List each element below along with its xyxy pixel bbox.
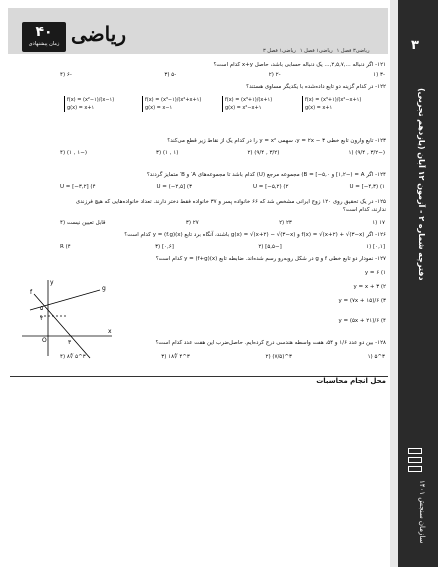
function-g: g(x) = x−۱ bbox=[145, 105, 173, 111]
option[interactable]: (۱ , ۱) (۳ bbox=[156, 150, 179, 156]
tick-three: ۳ bbox=[68, 339, 72, 346]
option[interactable]: (۳/۲ , ۹/۴) (۲ bbox=[247, 150, 280, 156]
option[interactable]: [۰,۱] (۱ bbox=[366, 244, 385, 250]
question-123: ۱۲۳- تابع وارون تابع خطی y = ۲x − ۳، سهمی y = x² را در کدام یک از نقاط زیر قطع می‌کند؟ bbox=[167, 138, 386, 144]
question-122: ۱۲۲- در کدام گزینه دو تابع داده‌شده با یکدیگر مساوی هستند؟ bbox=[246, 84, 386, 90]
f-label: f bbox=[30, 289, 33, 296]
subject-title: ریاضی bbox=[71, 22, 126, 46]
option[interactable]: ۲۳ (۲ bbox=[279, 220, 292, 226]
chapter-tag: ریاضی۱ فصل ۱ bbox=[299, 48, 333, 54]
chapter-tag: ریاضی۳ فصل ۱ bbox=[336, 48, 370, 54]
g-label: g bbox=[102, 285, 106, 292]
question-121: ۱۲۱- اگر دنباله ...,۲,۵,۷,... یک دنباله حسابی باشد، حاصل x+y کدام است؟ bbox=[213, 62, 386, 68]
y-axis-label: y bbox=[50, 279, 54, 286]
x-axis-label: x bbox=[108, 328, 112, 335]
chapter-tags bbox=[263, 48, 369, 54]
option[interactable]: ۳^۴ ∜۱۸ (۳ bbox=[161, 354, 190, 360]
linear-functions-graph bbox=[20, 276, 115, 361]
option[interactable]: R (۴ bbox=[60, 244, 71, 250]
option[interactable]: U = [−۴,۳) (۱ bbox=[349, 184, 385, 190]
question-127: ۱۲۷- نمودار دو تابع خطی f و g در شکل روبه‌رو رسم شده‌اند. ضابطه تابع y = (f+g)(x) کدام است؟ bbox=[155, 256, 386, 262]
tick-two: ۲ bbox=[40, 315, 44, 322]
question-126: ۱۲۶- اگر f(x) = √(x+۲) + √(۳−x) و g(x) = √(x+۲) − √(۳−x) باشند، آنگاه برد تابع y = (f.g)(x) کدام است؟ bbox=[124, 232, 386, 238]
option[interactable]: y = (۷x + ۱۵)/۶ (۳ bbox=[338, 298, 386, 304]
work-area-title: محل انجام محاسبات bbox=[316, 377, 386, 385]
option[interactable]: قابل تعیین نیست (۴ bbox=[60, 220, 106, 226]
option[interactable]: [۰,۶] (۳ bbox=[155, 244, 174, 250]
options-128 bbox=[60, 354, 385, 360]
option[interactable]: U = (−۲,۵] (۳ bbox=[156, 184, 193, 190]
option[interactable]: (−۳/۲ , ۹/۴) (۱ bbox=[348, 150, 385, 156]
function-f: f(x) = (x²−۱)/(x−۱) bbox=[67, 97, 115, 103]
origin-label: O bbox=[42, 337, 47, 344]
option[interactable]: [−۵,۵] (۲ bbox=[258, 244, 282, 250]
options-126 bbox=[60, 244, 385, 250]
option[interactable]: ۳^(۷/۵) (۲ bbox=[265, 354, 292, 360]
option[interactable]: (−۱ , ۱) (۴ bbox=[60, 150, 87, 156]
options-121 bbox=[60, 72, 385, 78]
option[interactable]: -۶ (۴ bbox=[60, 72, 72, 78]
function-f: f(x) = (x³+۱)/(x²−x+۱) bbox=[305, 97, 362, 103]
option[interactable]: ۳^۵ ∜۸ (۴ bbox=[60, 354, 86, 360]
tick-five: ۵ bbox=[40, 305, 44, 312]
option[interactable]: ۱۷ (۱ bbox=[372, 220, 385, 226]
booklet-title: دفترچه شماره ۲ - آزمون ۱۲ آبان (یازدهم تجربی) bbox=[417, 88, 426, 281]
option[interactable]: ۳^۵ (۱ bbox=[367, 354, 385, 360]
option[interactable]: U = [−۳,۲] (۴ bbox=[60, 184, 96, 190]
page-number: ۳ bbox=[411, 38, 419, 53]
options-124 bbox=[60, 184, 385, 190]
barcode-marks bbox=[408, 448, 426, 475]
page-header bbox=[8, 8, 388, 54]
function-g: g(x) = x+۱ bbox=[67, 105, 95, 111]
function-g: g(x) = x+۱ bbox=[305, 105, 333, 111]
options-123 bbox=[60, 150, 385, 156]
time-badge-label: زمان پیشنهادی bbox=[28, 41, 60, 47]
options-125 bbox=[60, 220, 385, 226]
time-badge bbox=[22, 22, 66, 52]
function-f: f(x) = (x³+۱)/(x+۱) bbox=[225, 97, 273, 103]
chapter-tag: ریاضی۱ فصل ۳ bbox=[263, 48, 296, 54]
exam-code: سازمان سنجش ۱۴۰۱ bbox=[418, 480, 426, 544]
time-badge-number: ۴۰ bbox=[35, 24, 53, 40]
option[interactable]: -۵ (۳ bbox=[164, 72, 177, 78]
option[interactable]: y = ۶ (۱ bbox=[364, 270, 386, 276]
question-125: ۱۲۵- در یک تحقیق روی ۱۲۰ زوج ایرانی مشخص شد که ۶۶ خانواده پسر و ۳۷ خانواده فقط دختر دارند. تعداد خانواده‌هایی که هیچ فرزندی ندارند، کدام است؟ bbox=[75, 199, 386, 213]
function-f: f(x) = (x³−۱)/(x²+x+۱) bbox=[145, 97, 202, 103]
option[interactable]: -۳ (۱ bbox=[373, 72, 385, 78]
option[interactable]: U = [−۵,۲) (۲ bbox=[252, 184, 289, 190]
function-pair-option-2[interactable] bbox=[222, 96, 272, 112]
option[interactable]: -۲ (۲ bbox=[268, 72, 281, 78]
question-124: ۱۲۴- اگر A = (−۱,۲] و B = [−۵,۰) مجموعه مرجع (U) کدام باشد تا مجموعه‌های A′ و B′ متمایز گردند؟ bbox=[146, 172, 386, 178]
line-f bbox=[34, 294, 90, 358]
function-pair-option-1[interactable] bbox=[302, 96, 361, 112]
option[interactable]: y = (۵x + ۲۱)/۶ (۴ bbox=[338, 318, 386, 324]
function-pair-option-3[interactable] bbox=[142, 96, 201, 112]
function-g: g(x) = x²−x+۱ bbox=[225, 105, 262, 111]
question-128: ۱۲۸- بین دو عدد ۱/۶ و ۵۴، هفت واسطه هندسی درج کرده‌ایم. حاصل‌ضرب این هفت عدد کدام است؟ bbox=[155, 340, 386, 346]
option[interactable]: y = x + ۳ (۲ bbox=[353, 284, 386, 290]
option[interactable]: ۲۷ (۳ bbox=[185, 220, 199, 226]
function-pair-option-4[interactable] bbox=[64, 96, 114, 112]
